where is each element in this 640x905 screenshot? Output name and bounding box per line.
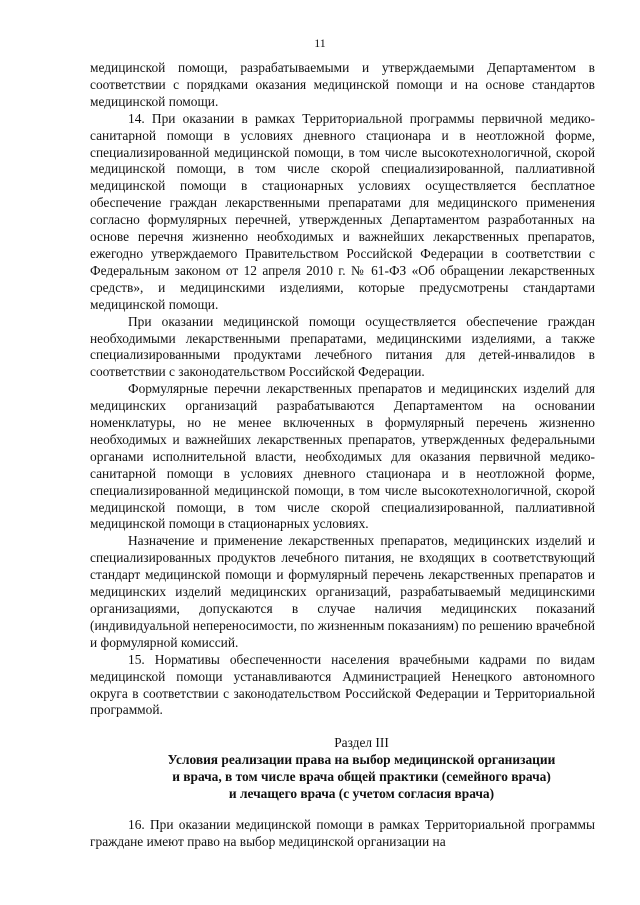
document-body (90, 60, 595, 851)
paragraph-prescription: Назначение и применение лекарственных препаратов, медицинских изделий и специализированных продуктов лечебного питания, не входящих в соответствующий стандарт медицинской помощи и формулярный перечень лекарственных препаратов и медицинских изделий медицинских организаций, разрабатываемый медицинскими организациями, допускаются в случае наличия медицинских показаний (индивидуальной непереносимости, по жизненным показаниям) по решению врачебной и формулярной комиссий. (90, 533, 595, 650)
paragraph-16: 16. При оказании медицинской помощи в рамках Территориальной программы граждане имеют право на выбор медицинской организации на (90, 816, 595, 849)
section-title-line: и врача, в том числе врача общей практики (семейного врача) (172, 769, 551, 785)
section-title-line: Условия реализации права на выбор медицинской организации (167, 752, 556, 768)
paragraph-formulary: Формулярные перечни лекарственных препаратов и медицинских изделий для медицинских организаций разрабатываются Департаментом на основании номенклатуры, но не менее включенных в формулярный перечень жизненно необходимых и важнейших лекарственных препаратов, утвержденных федеральными органами исполнительной власти, необходимых для оказания первичной медико-санитарной помощи в условиях дневного стационара и в неотложной форме, специализированной медицинской помощи, в том числе высокотехнологичной, скорой медицинской помощи, в том числе скорой специализированной, паллиативной медицинской помощи в стационарных условиях. (90, 381, 595, 532)
paragraph-continuation: медицинской помощи, разрабатываемыми и утверждаемыми Департаментом в соответствии с порядками оказания медицинской помощи и на основе стандартов медицинской помощи. (90, 60, 595, 109)
section-heading (90, 735, 595, 803)
section-label: Раздел III (334, 735, 389, 751)
paragraph-supply: При оказании медицинской помощи осуществляется обеспечение граждан необходимыми лекарственными препаратами, медицинскими изделиями, а также специализированными продуктами лечебного питания для детей-инвалидов в соответствии с законодательством Российской Федерации. (90, 313, 595, 380)
paragraph-14: 14. При оказании в рамках Территориальной программы первичной медико-санитарной помощи в условиях дневного стационара и в неотложной форме, специализированной медицинской помощи, в том числе высокотехнологичной, скорой медицинской помощи, в том числе скорой специализированной, паллиативной медицинской помощи в стационарных условиях осуществляется бесплатное обеспечение граждан лекарственными препаратами для медицинского применения согласно формулярных перечней, утвержденных Департаментом разработанных на основе перечня жизненно необходимых и важнейших лекарственных препаратов, ежегодно утверждаемого Правительством Российской Федерации в соответствии с Федеральным законом от 12 апреля 2010 г. № 61-ФЗ «Об обращении лекарственных средств», и медицинскими изделиями, которые предусмотрены стандартами медицинской помощи. (90, 110, 595, 312)
paragraph-15: 15. Нормативы обеспеченности населения врачебными кадрами по видам медицинской помощи устанавливаются Администрацией Ненецкого автономного округа в соответствии с законодательством Российской Федерации и Территориальной программой. (90, 651, 595, 718)
section-title-line: и лечащего врача (с учетом согласия врача) (228, 786, 495, 802)
page-number: 11 (314, 36, 326, 50)
